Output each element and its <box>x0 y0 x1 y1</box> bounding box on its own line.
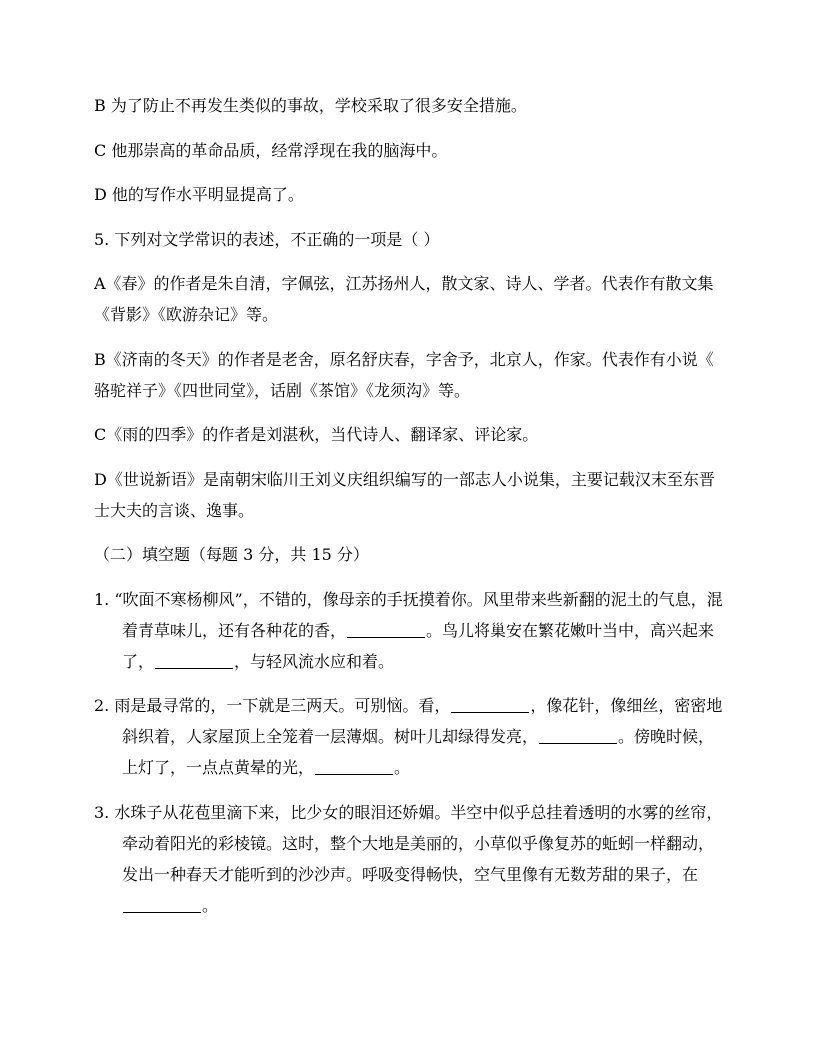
answer-blank <box>347 619 425 638</box>
text-line: D《世说新语》是南朝宋临川王刘义庆组织编写的一部志人小说集，主要记载汉末至东晋 <box>94 470 715 489</box>
text-line: 1. “吹面不寒杨柳风”，不错的，像母亲的手抚摸着你。风里带来些新翻的泥土的气息，混 <box>94 590 723 609</box>
text-line: D 他的写作水平明显提高了。 <box>94 185 304 204</box>
text-line <box>94 690 724 721</box>
text-line: 牵动着阳光的彩棱镜。这时，整个大地是美丽的，小草似乎像复苏的蚯蚓一样翻动， <box>122 834 715 853</box>
answer-blank <box>315 756 393 775</box>
text-segment: ，像花针，像细丝，密密地 <box>530 696 723 715</box>
fill-question-2 <box>94 690 724 783</box>
text-segment: 。傍晚时候， <box>618 727 715 746</box>
answer-blank <box>155 650 233 669</box>
option-b <box>94 90 724 121</box>
question-5-option-d <box>94 464 724 526</box>
text-line: 骆驼祥子》《四世同堂》，话剧《茶馆》《龙须沟》等。 <box>94 381 471 400</box>
text-segment: 了， <box>122 652 155 671</box>
text-line: C《雨的四季》的作者是刘湛秋，当代诗人、翻译家、评论家。 <box>94 425 539 444</box>
text-line <box>94 752 724 783</box>
answer-blank <box>451 694 529 713</box>
text-line: A《春》的作者是朱自清，字佩弦，江苏扬州人，散文家、诗人、学者。代表作有散文集 <box>94 274 714 293</box>
option-d <box>94 179 724 210</box>
question-5-option-a <box>94 268 724 330</box>
question-5 <box>94 224 724 255</box>
text-line <box>94 890 724 921</box>
text-line <box>94 615 724 646</box>
text-line: C 他那崇高的革命品质，经常浮现在我的脑海中。 <box>94 141 448 160</box>
fill-question-1 <box>94 584 724 677</box>
question-5-option-b <box>94 344 724 406</box>
text-line: B 为了防止不再发生类似的事故，学校采取了很多安全措施。 <box>94 96 527 115</box>
text-segment: 。鸟儿将巢安在繁花嫩叶当中，高兴起来 <box>426 621 715 640</box>
text-line <box>94 721 724 752</box>
text-line: 3. 水珠子从花苞里滴下来，比少女的眼泪还娇媚。半空中似乎总挂着透明的水雾的丝帘， <box>94 803 723 822</box>
question-5-option-c <box>94 419 724 450</box>
text-line: 发出一种春天才能听到的沙沙声。呼吸变得畅快，空气里像有无数芳甜的果子，在 <box>122 865 699 884</box>
text-segment: 上灯了，一点点黄晕的光， <box>122 758 315 777</box>
text-line: 士大夫的言谈、逸事。 <box>94 501 255 520</box>
text-segment: 2. 雨是最寻常的，一下就是三两天。可别恼。看， <box>94 696 451 715</box>
section-heading: （二）填空题（每题 3 分，共 15 分） <box>94 545 369 564</box>
text-segment: 着青草味儿，还有各种花的香， <box>122 621 347 640</box>
text-segment: 。 <box>394 758 411 777</box>
text-segment: 。 <box>202 896 219 915</box>
text-segment: 斜织着，人家屋顶上全笼着一层薄烟。树叶儿却绿得发亮， <box>122 727 539 746</box>
answer-blank <box>539 725 617 744</box>
option-c <box>94 135 724 166</box>
text-line: B《济南的冬天》的作者是老舍，原名舒庆春，字舍予，北京人，作家。代表作有小说《 <box>94 350 714 369</box>
text-line: 5. 下列对文学常识的表述，不正确的一项是（ ） <box>94 230 440 249</box>
fill-question-3 <box>94 797 724 921</box>
section-2-title <box>94 539 724 570</box>
text-line: 《背影》《欧游杂记》等。 <box>94 305 279 324</box>
text-segment: ，与轻风流水应和着。 <box>234 652 395 671</box>
answer-blank <box>123 894 201 913</box>
text-line <box>94 646 724 677</box>
